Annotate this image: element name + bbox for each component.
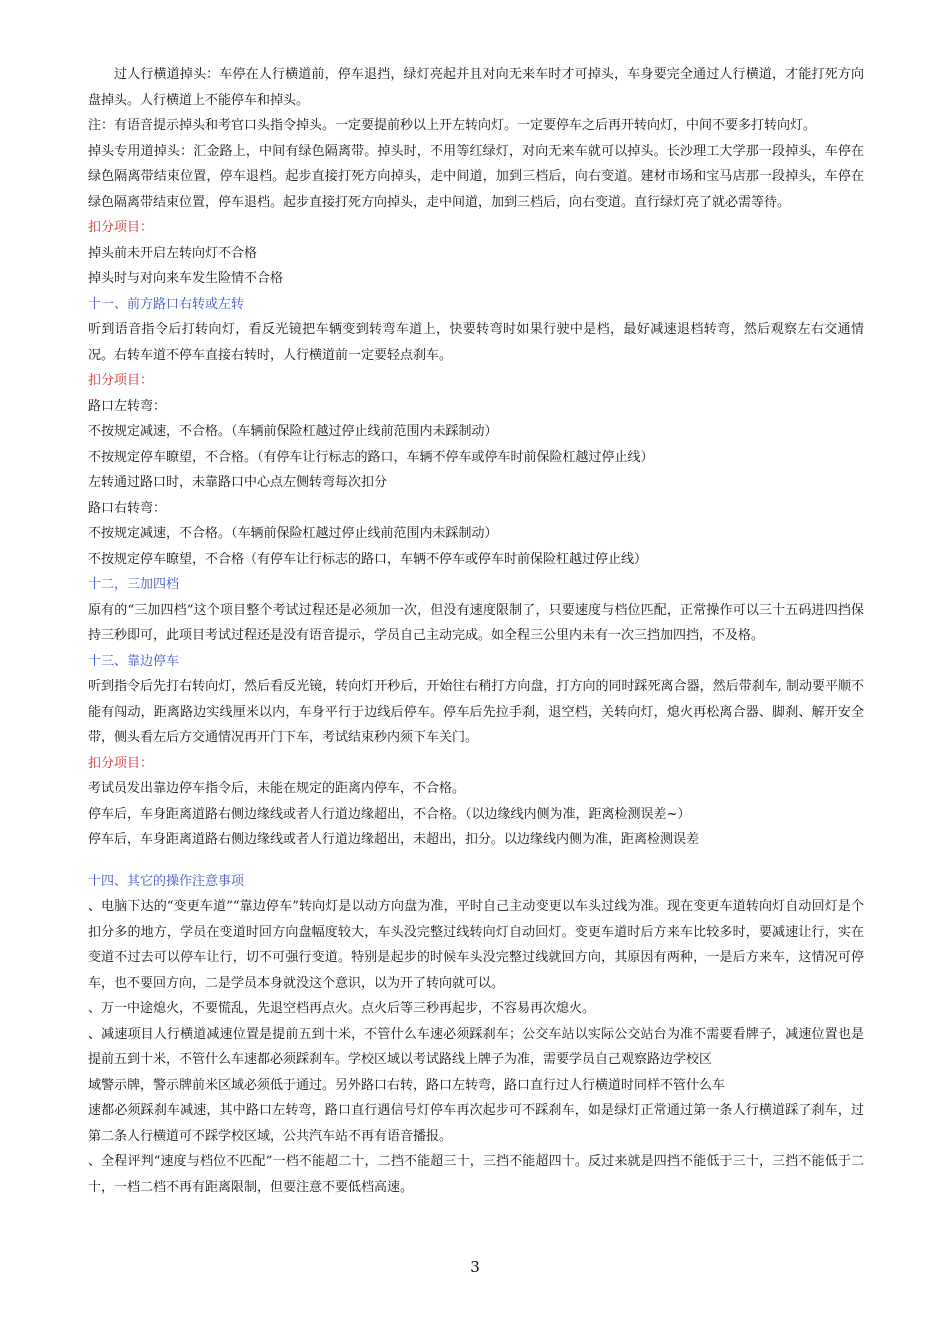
deduction-item: 掉头前未开启左转向灯不合格 <box>88 245 258 261</box>
deduction-item: 考试员发出靠边停车指令后，未能在规定的距离内停车，不合格。 <box>88 781 466 796</box>
deduction-item: 停车后，车身距离道路右侧边缘线或者人行道边缘超出，不合格。（以边缘线内侧为准，距离检测误差~） <box>88 806 691 822</box>
section-heading-12: 十二，三加四档 <box>88 577 180 592</box>
deduction-item: 左转通过路口时，未靠路口中心点左侧转弯每次扣分 <box>88 475 388 490</box>
paragraph-turn: 听到语音指令后打转向灯，看反光镜把车辆变到转弯车道上，快要转弯时如果行驶中是档，最好减速退档转弯，然后观察左右交通情况。右转车道不停车直接右转时，人行横道前一定要轻点刹车。 <box>88 322 864 363</box>
paragraph-pull-over: 听到指令后先打右转向灯，然后看反光镜，转向灯开秒后，开始往右稍打方向盘，打方向的同时踩死离合器，然后带刹车, 制动要平顺不能有闯动，距离路边实线厘米以内，车身平行于边线后停车。停车后先拉手刹，退空档，关转向灯，熄火再松离合器、脚刹、解开安全带，侧头看左后方交通情况再开门下车，考试结束秒内须下车关门。 <box>88 679 864 745</box>
section-heading-13: 十三、靠边停车 <box>88 653 180 669</box>
section-heading-14: 十四、其它的操作注意事项 <box>88 873 245 889</box>
deduction-label: 扣分项目： <box>88 755 154 771</box>
page-number: 3 <box>470 1258 480 1276</box>
sub-heading-right-turn: 路口右转弯： <box>88 500 167 516</box>
paragraph-brake: 速都必须踩刹车减速，其中路口左转弯，路口直行遇信号灯停车再次起步可不踩刹车，如是绿灯正常通过第一条人行横道踩了刹车，过第二条人行横道可不踩学校区域，公共汽车站不再有语音播报。 <box>88 1103 864 1144</box>
deduction-label: 扣分项目： <box>88 373 154 388</box>
paragraph-note: 注：有语音提示掉头和考官口头指令掉头。一定要提前秒以上开左转向灯。一定要停车之后再开转向灯，中间不要多打转向灯。 <box>88 118 817 133</box>
deduction-item: 不按规定停车瞭望，不合格。（有停车让行标志的路口，车辆不停车或停车时前保险杠越过停止线） <box>88 449 654 465</box>
deduction-item: 不按规定减速，不合格。（车辆前保险杠越过停止线前范围内未踩制动） <box>88 424 498 439</box>
deduction-item: 不按规定停车瞭望，不合格（有停车让行标志的路口，车辆不停车或停车时前保险杠越过停止线） <box>88 551 648 567</box>
paragraph-lane-change: 、电脑下达的“变更车道”“靠边停车”转向灯是以动方向盘为准，平时自己主动变更以车头过线为准。现在变更车道转向灯自动回灯是个扣分多的地方，学员在变道时回方向盘幅度较大，车头没完整过线转向灯自动回灯。变更车道时后方来车比较多时，要减速让行，实在变道不过去可以停车让行，切不可强行变道。特别是起步的时候车头没完整过线就回方向，其原因有两种，一是后方来车，这情况可停车，也不要回方向，二是学员本身就没这个意识，以为开了转向就可以。 <box>88 899 864 991</box>
spacer <box>88 853 864 869</box>
paragraph-school-zone: 域警示牌，警示牌前米区域必须低于通过。另外路口右转，路口左转弯，路口直行过人行横道时同样不管什么车 <box>88 1077 726 1093</box>
section-heading-11: 十一、前方路口右转或左转 <box>88 296 245 312</box>
deduction-item: 不按规定减速，不合格。（车辆前保险杠越过停止线前范围内未踩制动） <box>88 526 498 541</box>
paragraph-u-turn-crosswalk: 过人行横道掉头：车停在人行横道前，停车退挡，绿灯亮起并且对向无来车时才可掉头，车身要完全通过人行横道，才能打死方向盘掉头。人行横道上不能停车和掉头。 <box>88 67 864 108</box>
deduction-label: 扣分项目： <box>88 220 154 235</box>
paragraph-slowdown: 、减速项目人行横道减速位置是提前五到十米，不管什么车速必须踩刹车；公交车站以实际公交站台为准不需要看牌子，减速位置也是提前五到十米，不管什么车速都必须踩刹车。学校区域以考试路线上牌子为准，需要学员自己观察路边学校区 <box>88 1026 864 1067</box>
document-body <box>88 62 864 1200</box>
paragraph-stall: 、万一中途熄火，不要慌乱，先退空档再点火。点火后等三秒再起步，不容易再次熄火。 <box>88 1001 596 1016</box>
paragraph-speed-gear: 、全程评判“速度与档位不匹配”一档不能超二十，二挡不能超三十，三挡不能超四十。反过来就是四挡不能低于三十，三挡不能低于二十，一档二档不再有距离限制，但要注意不要低档高速。 <box>88 1154 864 1195</box>
deduction-item: 停车后，车身距离道路右侧边缘线或者人行道边缘超出，未超出，扣分。以边缘线内侧为准，距离检测误差 <box>88 832 700 847</box>
paragraph-gear-shift: 原有的“三加四档”这个项目整个考试过程还是必须加一次，但没有速度限制了，只要速度与档位匹配，正常操作可以三十五码进四挡保持三秒即可，此项目考试过程还是没有语音提示，学员自己主动完成。如全程三公里内未有一次三挡加四挡，不及格。 <box>88 602 864 643</box>
deduction-item: 掉头时与对向来车发生险情不合格 <box>88 271 284 286</box>
sub-heading-left-turn: 路口左转弯： <box>88 398 167 414</box>
paragraph-u-turn-lane: 掉头专用道掉头：汇金路上，中间有绿色隔离带。掉头时，不用等红绿灯，对向无来车就可以掉头。长沙理工大学那一段掉头，车停在绿色隔离带结束位置，停车退档。起步直接打死方向掉头，走中间道，加到三档后，向右变道。建材市场和宝马店那一段掉头，车停在绿色隔离带结束位置，停车退档。起步直接打死方向掉头，走中间道，加到三档后，向右变道。直行绿灯亮了就必需等待。 <box>88 143 864 210</box>
